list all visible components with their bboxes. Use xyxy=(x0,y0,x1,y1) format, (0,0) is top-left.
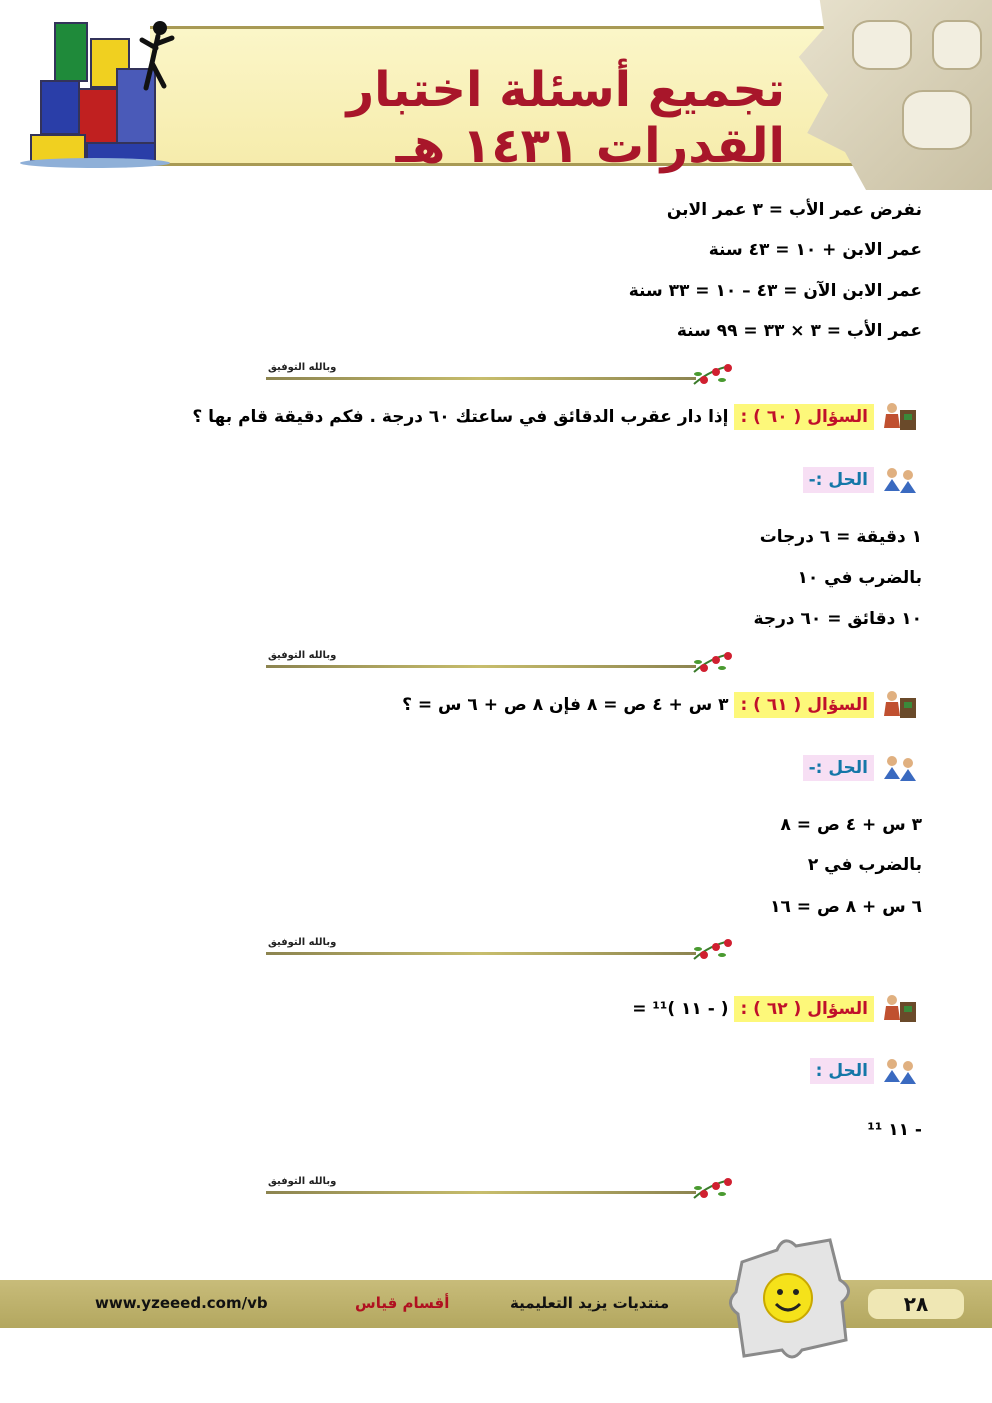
solution-line: بالضرب في ٢ xyxy=(807,855,922,875)
solution-line: نفرض عمر الأب = ٣ عمر الابن xyxy=(666,200,922,220)
question-text: ٣ س + ٤ ص = ٨ فإن ٨ ص + ٦ س = ؟ xyxy=(402,695,729,715)
answer-label: الحل :- xyxy=(803,755,874,781)
section-divider xyxy=(258,648,738,678)
students-icon xyxy=(878,1054,922,1088)
students-icon xyxy=(878,463,922,497)
question-label: السؤال ( ٦٢ ) : xyxy=(734,996,874,1022)
page-header xyxy=(0,0,992,190)
flowers-icon xyxy=(690,1174,736,1204)
solution-line: ١ دقيقة = ٦ درجات xyxy=(759,527,922,547)
question-text: إذا دار عقرب الدقائق في ساعتك ٦٠ درجة . فكم دقيقة قام بها ؟ xyxy=(192,407,729,427)
solution-line: ٦ س + ٨ ص = ١٦ xyxy=(770,897,922,917)
answer-row xyxy=(803,751,922,785)
solution-line: عمر الابن + ١٠ = ٤٣ سنة xyxy=(708,240,922,260)
student-reading-icon xyxy=(878,400,922,434)
solution-line: - ١١ ¹¹ xyxy=(867,1120,922,1140)
answer-label: الحل :- xyxy=(803,467,874,493)
flowers-icon xyxy=(690,935,736,965)
section-divider xyxy=(258,1174,738,1204)
footer-url[interactable]: www.yzeeed.com/vb xyxy=(95,1294,268,1312)
solution-line: عمر الابن الآن = ٤٣ – ١٠ = ٣٣ سنة xyxy=(628,281,922,301)
section-divider xyxy=(258,935,738,965)
question-row xyxy=(192,400,922,434)
page-title: تجميع أسئلة اختبار القدرات ١٤٣١ هـ xyxy=(346,62,785,174)
student-reading-icon xyxy=(878,992,922,1026)
divider-caption: وبالله التوفيق xyxy=(268,1176,337,1187)
footer-forum-name: منتديات يزيد التعليمية xyxy=(510,1294,670,1312)
question-label: السؤال ( ٦٠ ) : xyxy=(734,404,874,430)
climber-icon xyxy=(138,18,178,98)
divider-caption: وبالله التوفيق xyxy=(268,362,337,373)
solution-line: ٣ س + ٤ ص = ٨ xyxy=(780,815,922,835)
divider-caption: وبالله التوفيق xyxy=(268,650,337,661)
students-icon xyxy=(878,751,922,785)
answer-label: الحل : xyxy=(810,1058,874,1084)
question-row xyxy=(632,992,922,1026)
footer-section: أقسام قياس xyxy=(355,1294,450,1312)
answer-row xyxy=(810,1054,922,1088)
flowers-icon xyxy=(690,360,736,390)
section-divider xyxy=(258,360,738,390)
smiley-puzzle-icon xyxy=(722,1232,854,1364)
solution-line: ١٠ دقائق = ٦٠ درجة xyxy=(753,609,922,629)
answer-row xyxy=(803,463,922,497)
question-label: السؤال ( ٦١ ) : xyxy=(734,692,874,718)
question-text: ( - ١١ )¹¹ = xyxy=(632,999,729,1019)
student-reading-icon xyxy=(878,688,922,722)
solution-line: بالضرب في ١٠ xyxy=(797,568,922,588)
flowers-icon xyxy=(690,648,736,678)
question-row xyxy=(402,688,922,722)
solution-line: عمر الأب = ٣ × ٣٣ = ٩٩ سنة xyxy=(676,321,922,341)
page-number: ٢٨ xyxy=(868,1289,964,1319)
education-logo-icon xyxy=(20,8,180,178)
divider-caption: وبالله التوفيق xyxy=(268,937,337,948)
